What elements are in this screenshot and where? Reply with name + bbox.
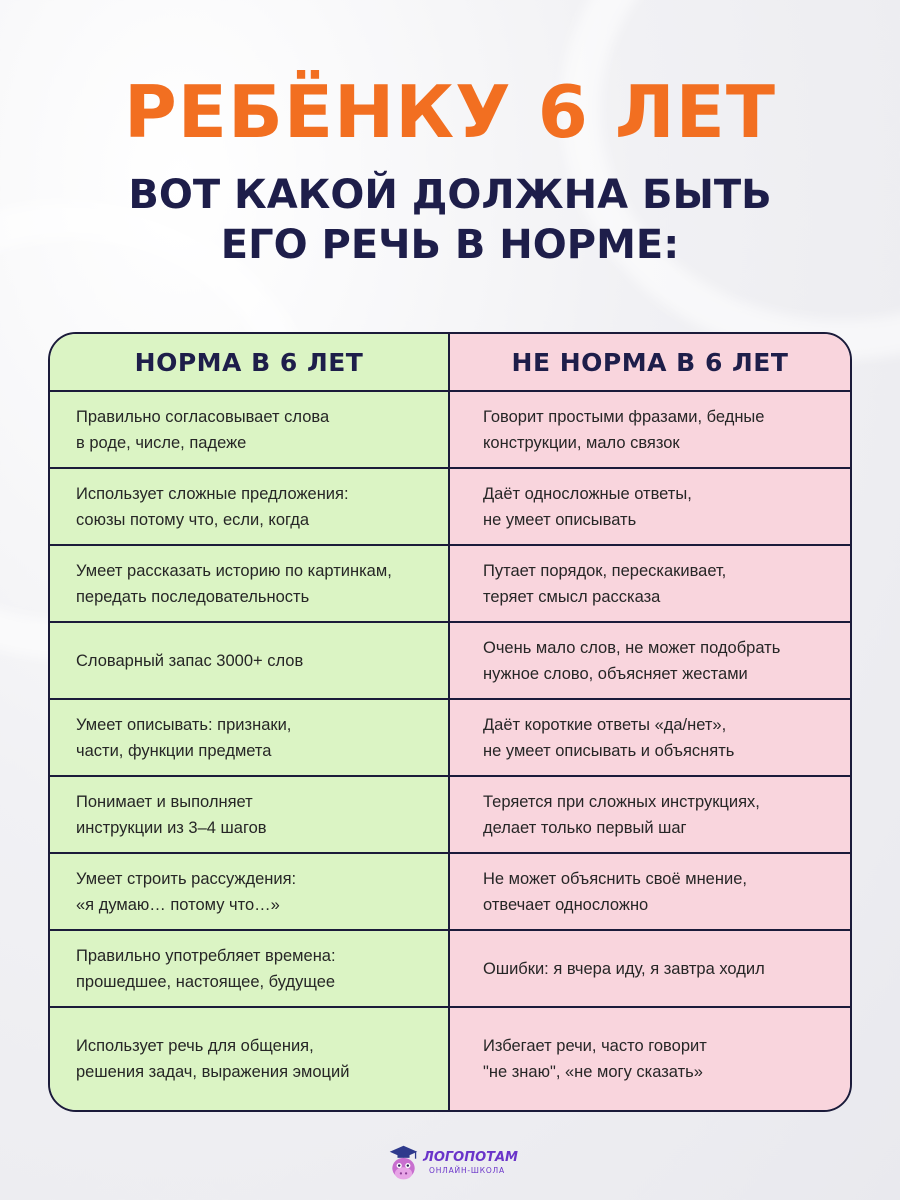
cell-line: Даёт односложные ответы,	[483, 484, 692, 503]
cell-line: в роде, числе, падеже	[76, 433, 247, 452]
table-row	[50, 700, 850, 777]
cell-line: Умеет рассказать историю по картинкам,	[76, 561, 392, 580]
cell-line: Ошибки: я вчера иду, я завтра ходил	[483, 959, 765, 978]
cell-line: не умеет описывать и объяснять	[483, 741, 735, 760]
cell-line: Использует речь для общения,	[76, 1037, 314, 1055]
cell-line: части, функции предмета	[76, 741, 272, 760]
cell-line: не умеет описывать	[483, 510, 637, 529]
not-norm-cell	[450, 1008, 850, 1110]
cell-line: Понимает и выполняет	[76, 792, 253, 811]
cell-line: союзы потому что, если, когда	[76, 510, 310, 529]
not-norm-cell	[450, 469, 850, 544]
header-not-norm	[450, 334, 850, 390]
not-norm-cell	[450, 931, 850, 1006]
cell-line: Не может объяснить своё мнение,	[483, 869, 747, 888]
cell-line: Использует сложные предложения:	[76, 484, 349, 503]
cell-line: нужное слово, объясняет жестами	[483, 664, 748, 683]
table-row	[50, 623, 850, 700]
page-subtitle	[0, 170, 900, 270]
norm-cell	[50, 1008, 450, 1110]
table-row	[50, 777, 850, 854]
cell-line: Говорит простыми фразами, бедные	[483, 407, 765, 426]
not-norm-cell	[450, 777, 850, 852]
table-row	[50, 392, 850, 469]
cell-line: Правильно согласовывает слова	[76, 407, 330, 426]
norm-cell	[50, 854, 450, 929]
cell-line: решения задач, выражения эмоций	[76, 1063, 350, 1081]
page-title: РЕБЁНКУ 6 ЛЕТ	[124, 70, 776, 154]
norm-cell	[50, 546, 450, 621]
not-norm-cell	[450, 854, 850, 929]
table-row	[50, 854, 850, 931]
header-norm	[50, 334, 450, 390]
cell-line: Словарный запас 3000+ слов	[76, 651, 304, 670]
cell-line: "не знаю", «не могу сказать»	[483, 1063, 703, 1081]
table-row	[50, 546, 850, 623]
table-row	[50, 469, 850, 546]
cell-line: Даёт короткие ответы «да/нет»,	[483, 715, 727, 734]
cell-line: теряет смысл рассказа	[483, 587, 661, 606]
norm-cell	[50, 931, 450, 1006]
cell-line: конструкции, мало связок	[483, 433, 680, 452]
norm-cell	[50, 392, 450, 467]
not-norm-cell	[450, 700, 850, 775]
cell-line: отвечает односложно	[483, 895, 649, 914]
cell-line: Теряется при сложных инструкциях,	[483, 792, 760, 811]
brand-logo	[388, 1140, 518, 1186]
cell-line: Правильно употребляет времена:	[76, 946, 336, 965]
cell-line: инструкции из 3–4 шагов	[76, 818, 267, 837]
cell-line: Умеет описывать: признаки,	[76, 715, 292, 734]
cell-line: Умеет строить рассуждения:	[76, 869, 297, 888]
logo-texts	[423, 1150, 518, 1176]
cell-line: прошедшее, настоящее, будущее	[76, 972, 336, 991]
table-header-row	[50, 334, 850, 392]
subtitle-line-2: ЕГО РЕЧЬ В НОРМЕ:	[220, 222, 680, 268]
hippo-graduate-icon	[388, 1141, 419, 1185]
cell-line: передать последовательность	[76, 587, 310, 606]
subtitle-line-1: ВОТ КАКОЙ ДОЛЖНА БЫТЬ	[128, 172, 772, 218]
table-row	[50, 931, 850, 1008]
header-norm-label: НОРМА В 6 ЛЕТ	[134, 347, 364, 377]
norm-cell	[50, 777, 450, 852]
norm-cell	[50, 700, 450, 775]
not-norm-cell	[450, 623, 850, 698]
cell-line: Путает порядок, перескакивает,	[483, 561, 727, 580]
not-norm-cell	[450, 392, 850, 467]
logo-name: ЛОГОПОТАМ	[423, 1150, 518, 1165]
cell-line: Избегает речи, часто говорит	[483, 1037, 707, 1055]
cell-line: «я думаю… потому что…»	[76, 895, 280, 914]
norm-cell	[50, 623, 450, 698]
table-row	[50, 1008, 850, 1110]
logo-subtitle: ОНЛАЙН-ШКОЛА	[429, 1166, 505, 1175]
cell-line: Очень мало слов, не может подобрать	[483, 638, 781, 657]
norm-cell	[50, 469, 450, 544]
header-not-norm-label: НЕ НОРМА В 6 ЛЕТ	[511, 347, 789, 377]
not-norm-cell	[450, 546, 850, 621]
cell-line: делает только первый шаг	[483, 818, 687, 837]
comparison-table	[48, 332, 852, 1112]
